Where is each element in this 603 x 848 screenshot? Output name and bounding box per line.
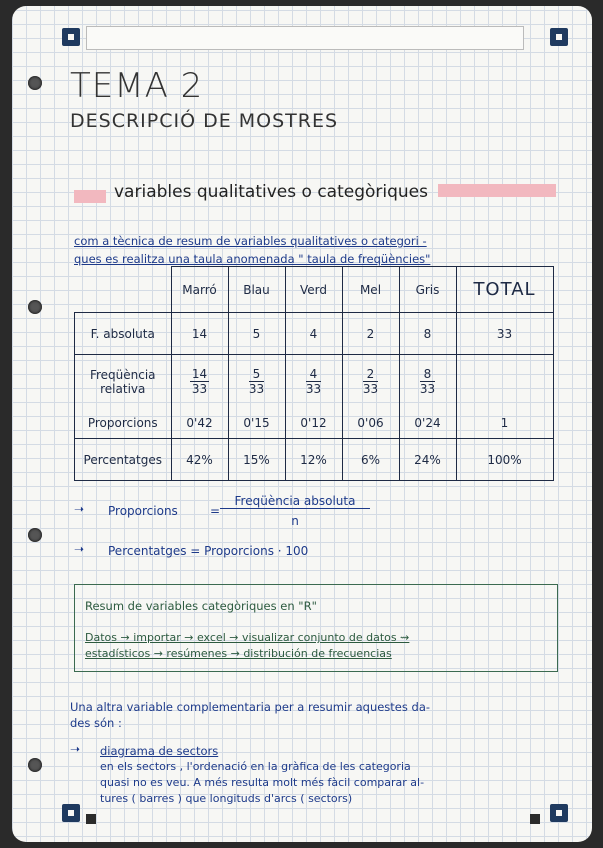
- table-cell: 0'06: [342, 409, 399, 439]
- row-label: Percentatges: [75, 439, 172, 481]
- formula-equals: =: [210, 504, 221, 518]
- bullet-line-2: quasi no es veu. A més resulta molt més fàcil comparar al-: [100, 776, 425, 789]
- col-header: Marró: [171, 267, 228, 313]
- table-cell: 100%: [456, 439, 553, 481]
- page-title: TEMA 2: [70, 66, 204, 106]
- r-box-line-1: Datos → importar → excel → visualizar conjunto de datos ⇝: [85, 631, 410, 644]
- intro-line-1: com a tècnica de resum de variables qualitatives o categori -: [74, 234, 427, 248]
- r-box-line-2: estadísticos → resúmenes → distribución de frecuencias: [85, 647, 392, 660]
- table-cell: 8: [399, 313, 456, 355]
- bottom-square-left-icon: [86, 814, 96, 824]
- denominator: 33: [419, 382, 436, 397]
- row-label: Proporcions: [75, 409, 172, 439]
- numerator: 5: [249, 367, 264, 382]
- table-cell: 14: [171, 313, 228, 355]
- frequency-table: [74, 266, 554, 481]
- notebook-page: [12, 6, 592, 842]
- denominator: 33: [191, 382, 208, 397]
- page-subtitle: DESCRIPCIÓ DE MOSTRES: [70, 110, 339, 132]
- formula-denominator: n: [291, 514, 299, 528]
- header-strip: [86, 26, 524, 50]
- col-header: Mel: [342, 267, 399, 313]
- bullet-title: diagrama de sectors: [100, 744, 219, 758]
- arrow-icon: ➝: [74, 542, 85, 556]
- binder-hole-icon: [28, 528, 42, 542]
- closing-line-2: des són :: [70, 716, 122, 730]
- table-cell: 0'12: [285, 409, 342, 439]
- table-cell: 24%: [399, 439, 456, 481]
- bottom-square-right-icon: [530, 814, 540, 824]
- formula-numerator: Freqüència absoluta: [220, 494, 370, 509]
- denominator: 33: [305, 382, 322, 397]
- table-row: [75, 439, 554, 481]
- col-header: Verd: [285, 267, 342, 313]
- highlight-left: [74, 190, 106, 203]
- corner-mark-bottom-left-icon: [62, 804, 80, 822]
- binder-hole-icon: [28, 300, 42, 314]
- numerator: 8: [420, 367, 435, 382]
- binder-hole-icon: [28, 76, 42, 90]
- closing-line-1: Una altra variable complementaria per a resumir aquestes da-: [70, 700, 431, 714]
- formula-prop-label: Proporcions: [108, 504, 178, 518]
- r-summary-box: [74, 584, 558, 672]
- bullet-line-1: en els sectors , l'ordenació en la gràfica de les categoria: [100, 760, 411, 773]
- numerator: 14: [191, 367, 208, 382]
- corner-mark-top-right-icon: [550, 28, 568, 46]
- table-cell: 0'15: [228, 409, 285, 439]
- arrow-icon: ➝: [74, 502, 85, 516]
- table-cell: 0'42: [171, 409, 228, 439]
- table-cell: 12%: [285, 439, 342, 481]
- table-cell: 4: [285, 313, 342, 355]
- table-row: [75, 313, 554, 355]
- row-label: Freqüència relativa: [75, 355, 172, 409]
- fraction: [420, 367, 435, 396]
- table-cell: 5: [228, 313, 285, 355]
- numerator: 2: [363, 367, 378, 382]
- table-cell: 42%: [171, 439, 228, 481]
- corner-mark-bottom-right-icon: [550, 804, 568, 822]
- corner-mark-top-left-icon: [62, 28, 80, 46]
- r-box-title: Resum de variables categòriques en "R": [85, 599, 317, 613]
- col-header: Blau: [228, 267, 285, 313]
- fraction: [249, 367, 264, 396]
- section-heading: variables qualitatives o categòriques: [114, 182, 429, 202]
- table-row: [75, 355, 554, 409]
- table-row: [75, 409, 554, 439]
- col-header-total: TOTAL: [456, 267, 553, 313]
- numerator: 4: [306, 367, 321, 382]
- table-cell: 33: [456, 313, 553, 355]
- denominator: 33: [362, 382, 379, 397]
- intro-line-2: ques es realitza una taula anomenada " taula de freqüències": [74, 252, 431, 266]
- table-cell: 1: [456, 409, 553, 439]
- fraction: [190, 367, 209, 396]
- row-label: F. absoluta: [75, 313, 172, 355]
- arrow-icon: ➝: [70, 742, 81, 756]
- col-header: Gris: [399, 267, 456, 313]
- denominator: 33: [248, 382, 265, 397]
- table-cell: 0'24: [399, 409, 456, 439]
- table-cell: 2: [342, 313, 399, 355]
- fraction: [363, 367, 378, 396]
- bullet-line-3: tures ( barres ) que longituds d'arcs ( sectors): [100, 792, 353, 805]
- table-cell: 6%: [342, 439, 399, 481]
- binder-hole-icon: [28, 758, 42, 772]
- table-cell: 15%: [228, 439, 285, 481]
- fraction: [306, 367, 321, 396]
- highlight-right: [438, 184, 556, 197]
- formula-percent: Percentatges = Proporcions · 100: [108, 544, 309, 558]
